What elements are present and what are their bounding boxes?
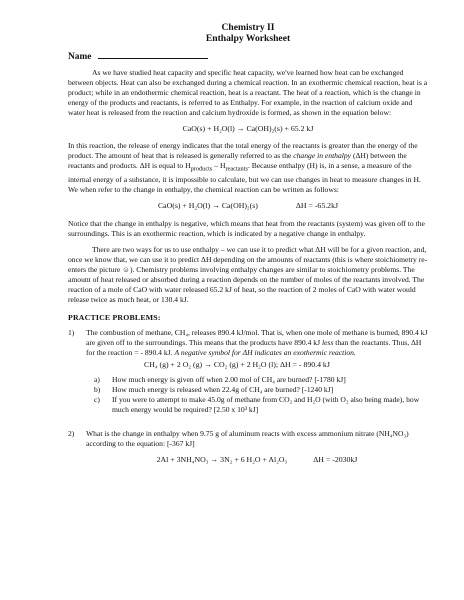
part-answer: [-1240 kJ] bbox=[301, 384, 334, 394]
p2-italic-term: change in enthalpy bbox=[293, 151, 352, 160]
p2-sub-products: products bbox=[190, 165, 213, 173]
problem-number: 2) bbox=[68, 428, 75, 438]
problem-2-text bbox=[86, 429, 428, 449]
equation-calcium-oxide-enthalpy bbox=[68, 201, 428, 211]
intro-paragraph-4: There are two ways for us to use enthalpy – we can use it to predict what ΔH will be for a given reaction, and, once we know that, we can use it to predict ΔH depending on the amounts of reactants (this is where stoichiometry re-enters the picture ☺). Chemistry problems involving enthalpy changes are similar to stoichiometry problems. The amount of heat released or absorbed during a reaction depends on the number of moles of the reactants involved. The reaction of a mole of CaO with water released 65.2 kJ of heat, so the reaction of 2 moles of CaO with water would release twice as much heat, or 130.4 kJ. bbox=[68, 244, 428, 304]
part-letter: a) bbox=[94, 374, 100, 384]
eq2-delta-h: ΔH = -65.2kJ bbox=[295, 200, 339, 210]
p2-text-a: In this reaction, the release of energy indicates that the total energy of the reactants is greater than the energy of the product. The amount of heat that is released is generally referred to as the bbox=[68, 141, 418, 160]
p1-italic-note: A negative symbol for ΔH indicates an exothermic reaction. bbox=[174, 347, 356, 357]
p2-equation-delta-h: ΔH = -2030kJ bbox=[313, 454, 358, 464]
p2-sub-reactants: reactants bbox=[225, 165, 248, 173]
part-question: How much energy is released when 22.4g of CH₄ are burned? bbox=[112, 384, 300, 394]
eq2-left: CaO(s) + H₂O(l) → Ca(OH)₂(s) bbox=[157, 200, 258, 210]
name-field bbox=[68, 50, 428, 62]
intro-paragraph-3: Notice that the change in enthalpy is negative, which means that heat from the reactants (system) was given off to the surroundings. This is an exothermic reaction, which is indicated by a negative change in enthalpy. bbox=[68, 218, 425, 238]
problem-2 bbox=[68, 429, 428, 465]
problem-1-equation: CH₄ (g) + 2 O₂ (g) → CO₂ (g) + 2 H₂O (l); ΔH = - 890.4 kJ bbox=[144, 359, 330, 369]
part-answer: [2.50 x 10³ kJ] bbox=[213, 404, 259, 414]
part-letter: b) bbox=[94, 384, 101, 394]
problem-2-equation bbox=[86, 455, 428, 465]
p2-question: What is the change in enthalpy when 9.75 g of aluminum reacts with excess ammonium nitrate (NH₄NO₃) according to the equation: bbox=[86, 428, 409, 448]
list-item bbox=[94, 385, 428, 395]
problem-number: 1) bbox=[68, 327, 75, 337]
name-label: Name bbox=[68, 52, 92, 62]
p1-italic-less: less bbox=[321, 337, 334, 347]
p2-text-c: – H bbox=[212, 161, 226, 170]
equation-calcium-oxide-heat: CaO(s) + H₂O(l) → Ca(OH)₂(s) + 65.2 kJ bbox=[182, 124, 314, 133]
problem-1 bbox=[68, 328, 428, 415]
name-blank-line[interactable] bbox=[98, 50, 208, 59]
intro-paragraph-1: As we have studied heat capacity and specific heat capacity, we've learned how heat can be exchanged between objects. Heat can also be exchanged during a chemical reaction. In an exothermic chemical reaction, heat is a product; while in an endothermic chemical reaction, heat is a reactant. The heat of a reaction, which is the change in energy of the products and reactants, is referred to as Enthalpy. For example, in the reaction of calcium oxide and water heat is released from the reaction and calcium hydroxide is formed, as shown in the equation below: bbox=[68, 68, 428, 117]
practice-problems-heading: PRACTICE PROBLEMS: bbox=[68, 312, 161, 322]
worksheet-subtitle: Enthalpy Worksheet bbox=[205, 33, 291, 44]
p1-text-a: The combustion of methane, CH₄, releases 890.4 kJ/mol. That is, when one mole of methane is burned, 890.4 kJ are given off to the surroundings. This means that the products have 890.4 kJ bbox=[86, 327, 428, 347]
p2-text-b: (ΔH) between the reactants and products. ΔH is equal to H bbox=[68, 151, 407, 170]
p2-equation-left: 2Al + 3NH₄NO₃ → 3N₂ + 6 H₂O + Al₂O₃ bbox=[156, 454, 288, 464]
list-item bbox=[94, 375, 428, 385]
p1-text-b: than the reactants. Thus, ΔH for the reaction = - 890.4 kJ. bbox=[86, 337, 422, 357]
intro-paragraph-2 bbox=[68, 141, 428, 195]
p2-text-d: . Because enthalpy (H) is, in a sense, a measure of the internal energy of a substance, it is impossible to calculate, but we can use changes in heat to measure changes in H. We when refer to the change in enthalpy, the chemical reaction can be written as follows: bbox=[68, 161, 421, 194]
problem-1-text bbox=[86, 328, 428, 358]
part-answer: [-1780 kJ] bbox=[314, 374, 346, 384]
problem-1-parts bbox=[86, 375, 428, 415]
list-item bbox=[94, 395, 428, 415]
p2-answer: [-367 kJ] bbox=[166, 438, 195, 448]
part-letter: c) bbox=[94, 394, 100, 404]
part-question: If you were to attempt to make 45.0g of methane from CO₂ and H₂O (with O₂ also being made), how much energy would be required? bbox=[112, 394, 420, 414]
part-question: How much energy is given off when 2.00 mol of CH₄ are burned? bbox=[112, 374, 313, 384]
worksheet-title: Chemistry II bbox=[221, 22, 275, 33]
